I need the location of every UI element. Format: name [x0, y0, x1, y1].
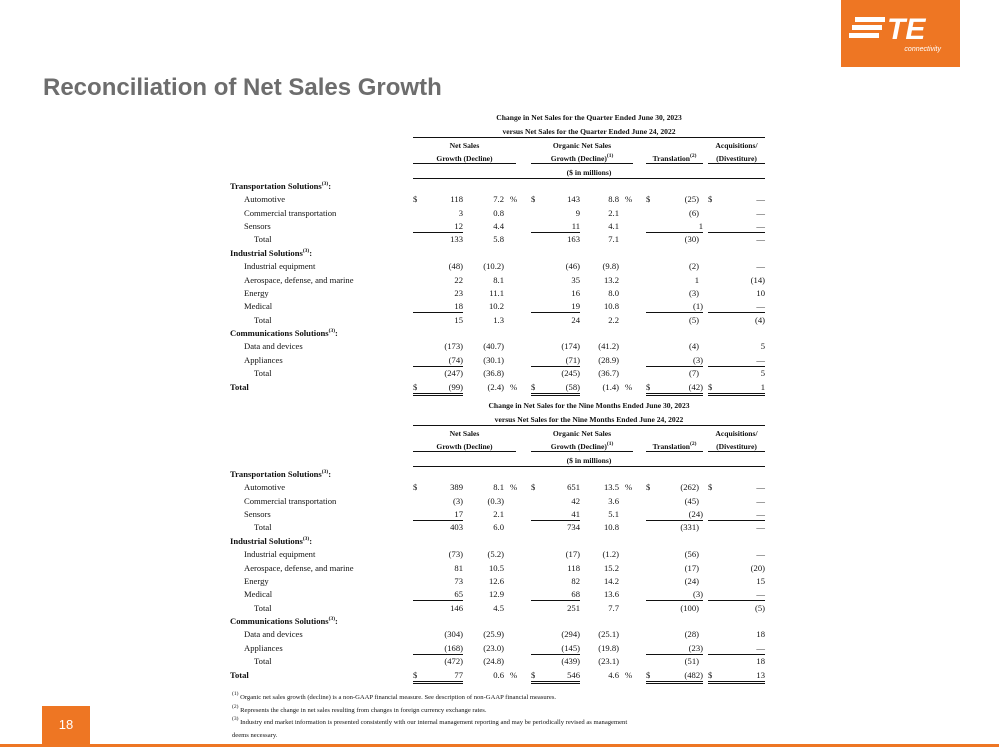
- organic-pct: 13.5: [603, 482, 619, 493]
- translation-value: (24): [684, 575, 699, 586]
- organic-value: (46): [565, 261, 580, 272]
- logo-subtitle: connectivity: [904, 46, 941, 53]
- organic-pct: (41.2): [598, 341, 619, 352]
- acquisition-value: —: [756, 495, 765, 506]
- row-label: Total: [254, 602, 272, 613]
- net-sales-pct: (10.2): [483, 261, 504, 272]
- net-sales-value: 3: [458, 207, 463, 218]
- organic-pct: 7.7: [608, 602, 619, 613]
- table-subheading: versus Net Sales for the Nine Months Ended June 24, 2022: [413, 415, 765, 426]
- th-col-header-acquisitions: Acquisitions/: [715, 141, 758, 150]
- footnote-text: Industry end market information is presented consistently with our internal management reporting and may be periodically revised as management: [240, 719, 628, 726]
- translation-value: (23): [646, 643, 703, 655]
- footnote-marker: (1): [232, 691, 239, 697]
- translation-value: (3): [646, 355, 703, 367]
- table-section-2: [0, 401, 999, 691]
- net-sales-pct: 12.6: [488, 575, 504, 586]
- row-label: Total: [254, 656, 272, 667]
- dollar-sign: $: [413, 194, 418, 205]
- net-sales-pct: (23.0): [483, 642, 504, 653]
- th-organic-growth-label: Growth (Decline): [550, 442, 607, 451]
- th-col-header-organic: Organic Net Sales: [552, 141, 612, 150]
- net-sales-value: 81: [454, 562, 463, 573]
- organic-value: (71): [531, 355, 580, 367]
- organic-pct: 2.1: [608, 207, 619, 218]
- segment-heading: [230, 181, 331, 192]
- organic-value: 9: [575, 207, 580, 218]
- segment-heading: [230, 248, 312, 259]
- organic-pct: 13.2: [603, 274, 619, 285]
- row-label: Medical: [244, 589, 273, 600]
- organic-value: 163: [567, 234, 580, 245]
- organic-value: (174): [561, 341, 580, 352]
- net-sales-pct: 7.2: [493, 194, 504, 205]
- page-title: Reconciliation of Net Sales Growth: [43, 74, 442, 101]
- organic-pct: 5.1: [608, 509, 619, 520]
- colon: :: [328, 181, 332, 191]
- te-logo-icon: [841, 0, 960, 67]
- grand-total-label: Total: [230, 381, 249, 392]
- segment-name: Industrial Solutions: [230, 535, 303, 546]
- acquisition-value: —: [756, 522, 765, 533]
- footnote-3: [232, 718, 627, 727]
- dollar-sign: $: [413, 482, 418, 493]
- acquisition-value: —: [756, 482, 765, 493]
- organic-value: 651: [567, 482, 580, 493]
- colon: :: [335, 616, 338, 627]
- net-sales-value: 403: [450, 522, 463, 533]
- grand-total-organic-pct: 4.6: [608, 669, 619, 680]
- acquisition-value: 18: [756, 656, 765, 667]
- organic-value: (245): [561, 368, 580, 379]
- translation-value: 1: [646, 221, 703, 233]
- organic-value: 734: [567, 522, 580, 533]
- th-organic-growth-label: Growth (Decline): [550, 154, 607, 163]
- net-sales-value: (472): [444, 656, 463, 667]
- row-label: Total: [254, 368, 272, 379]
- row-label: Energy: [244, 575, 269, 586]
- th-net-sales-growth: Growth (Decline): [413, 154, 516, 164]
- grand-total-net-sales-pct: 0.6: [493, 669, 504, 680]
- translation-value: (4): [688, 341, 699, 352]
- acquisition-value: —: [708, 509, 765, 521]
- th-divestiture: (Divestiture): [708, 442, 765, 452]
- table-section-1: [0, 113, 999, 403]
- th-translation-label: Translation: [652, 154, 690, 163]
- net-sales-value: 133: [450, 234, 463, 245]
- organic-value: 16: [571, 287, 580, 298]
- translation-value: (7): [688, 368, 699, 379]
- segment-name: Transportation Solutions: [230, 469, 322, 479]
- dollar-sign: $: [646, 669, 651, 680]
- net-sales-value: 23: [454, 287, 463, 298]
- translation-value: (56): [684, 549, 699, 560]
- acquisition-value: —: [756, 194, 765, 205]
- th-units: ($ in millions): [413, 168, 765, 179]
- net-sales-pct: 8.1: [493, 482, 504, 493]
- translation-value: 1: [694, 274, 699, 285]
- dollar-sign: $: [531, 669, 536, 680]
- translation-value: (100): [680, 602, 699, 613]
- net-sales-pct: 8.1: [493, 274, 504, 285]
- colon: :: [335, 328, 338, 339]
- row-label: Appliances: [244, 642, 283, 653]
- percent-sign: %: [510, 482, 518, 493]
- organic-value: 41: [531, 509, 580, 521]
- translation-value: (51): [684, 656, 699, 667]
- acquisition-value: —: [708, 355, 765, 367]
- acquisition-value: (4): [754, 314, 765, 325]
- dollar-sign: $: [531, 194, 536, 205]
- net-sales-pct: (36.8): [483, 368, 504, 379]
- organic-value: 68: [531, 589, 580, 601]
- net-sales-value: 65: [413, 589, 463, 601]
- dollar-sign: $: [413, 381, 418, 392]
- footnote-marker: (3): [232, 716, 239, 722]
- grand-total-net-sales: (99): [413, 382, 463, 396]
- net-sales-value: (173): [444, 341, 463, 352]
- organic-pct: 8.8: [608, 194, 619, 205]
- organic-pct: 13.6: [603, 589, 619, 600]
- organic-pct: 4.1: [608, 221, 619, 232]
- translation-value: (6): [688, 207, 699, 218]
- th-col-header-organic: Organic Net Sales: [552, 429, 612, 438]
- grand-total-organic: 546: [531, 670, 580, 684]
- dollar-sign: $: [708, 669, 713, 680]
- dollar-sign: $: [531, 482, 536, 493]
- footnote-ref: (1): [606, 441, 614, 447]
- organic-pct: 14.2: [603, 575, 619, 586]
- footnote-marker: (2): [232, 704, 239, 710]
- organic-pct: (1.2): [602, 549, 619, 560]
- row-label: Total: [254, 234, 272, 245]
- translation-value: (2): [688, 261, 699, 272]
- footnote-1: [232, 693, 556, 702]
- dollar-sign: $: [646, 194, 651, 205]
- row-label: Medical: [244, 301, 273, 312]
- grand-total-acquisitions: 13: [708, 670, 765, 684]
- net-sales-pct: (5.2): [487, 549, 504, 560]
- row-label: Data and devices: [244, 629, 303, 640]
- net-sales-pct: 6.0: [493, 522, 504, 533]
- row-label: Commercial transportation: [244, 495, 337, 506]
- grand-total-translation: (42): [646, 382, 703, 396]
- footnote-ref: (3): [302, 247, 310, 254]
- grand-total-net-sales: 77: [413, 670, 463, 684]
- net-sales-value: 15: [454, 314, 463, 325]
- percent-sign: %: [625, 669, 633, 680]
- th-col-header-net-sales: Net Sales: [449, 429, 480, 438]
- organic-pct: (36.7): [598, 368, 619, 379]
- translation-value: (24): [646, 509, 703, 521]
- grand-total-organic: (58): [531, 382, 580, 396]
- organic-pct: 7.1: [608, 234, 619, 245]
- net-sales-value: (3): [452, 495, 463, 506]
- translation-value: (25): [684, 194, 699, 205]
- percent-sign: %: [510, 381, 518, 392]
- organic-value: 24: [571, 314, 580, 325]
- percent-sign: %: [625, 194, 633, 205]
- grand-total-organic-pct: (1.4): [602, 381, 619, 392]
- row-label: Energy: [244, 287, 269, 298]
- acquisition-value: 10: [756, 287, 765, 298]
- footnote-ref: (3): [328, 328, 336, 335]
- row-label: Industrial equipment: [244, 261, 316, 272]
- row-label: Appliances: [244, 354, 283, 365]
- acquisition-value: 18: [756, 629, 765, 640]
- row-label: Aerospace, defense, and marine: [244, 562, 354, 573]
- acquisition-value: —: [708, 221, 765, 233]
- dollar-sign: $: [708, 482, 713, 493]
- dollar-sign: $: [708, 381, 713, 392]
- organic-pct: (25.1): [598, 629, 619, 640]
- dollar-sign: $: [708, 194, 713, 205]
- acquisition-value: —: [708, 301, 765, 313]
- segment-name: Communications Solutions: [230, 616, 329, 627]
- organic-value: 35: [571, 274, 580, 285]
- organic-pct: 10.8: [603, 522, 619, 533]
- net-sales-value: (304): [444, 629, 463, 640]
- grand-total-acquisitions: 1: [708, 382, 765, 396]
- segment-name: Communications Solutions: [230, 328, 329, 339]
- row-label: Automotive: [244, 482, 286, 493]
- acquisition-value: —: [756, 234, 765, 245]
- net-sales-value: 22: [454, 274, 463, 285]
- net-sales-pct: 10.5: [488, 562, 504, 573]
- row-label: Commercial transportation: [244, 207, 337, 218]
- translation-value: (3): [688, 287, 699, 298]
- acquisition-value: —: [708, 589, 765, 601]
- organic-pct: 15.2: [603, 562, 619, 573]
- net-sales-pct: 11.1: [489, 287, 504, 298]
- grand-total-label: Total: [230, 669, 249, 680]
- net-sales-pct: (0.3): [487, 495, 504, 506]
- table-heading: Change in Net Sales for the Nine Months Ended June 30, 2023: [488, 401, 690, 410]
- segment-heading: [230, 616, 338, 627]
- net-sales-value: 118: [450, 194, 463, 205]
- percent-sign: %: [625, 381, 633, 392]
- net-sales-value: 18: [413, 301, 463, 313]
- table-heading: Change in Net Sales for the Quarter Ended June 30, 2023: [496, 113, 682, 122]
- th-translation: [646, 442, 703, 452]
- acquisition-value: 5: [760, 368, 765, 379]
- th-divestiture: (Divestiture): [708, 154, 765, 164]
- footnote-ref: (3): [321, 469, 329, 475]
- organic-value: 11: [531, 221, 580, 233]
- acquisition-value: 15: [756, 575, 765, 586]
- footnote-ref: (2): [690, 153, 697, 159]
- row-label: Total: [254, 314, 272, 325]
- organic-pct: (23.1): [598, 656, 619, 667]
- net-sales-value: (168): [413, 643, 463, 655]
- organic-value: (439): [561, 656, 580, 667]
- page-number: 18: [58, 717, 74, 732]
- organic-pct: 10.8: [603, 301, 619, 312]
- net-sales-pct: (30.1): [483, 354, 504, 365]
- net-sales-pct: 2.1: [493, 509, 504, 520]
- row-label: Total: [254, 522, 272, 533]
- net-sales-pct: (40.7): [483, 341, 504, 352]
- net-sales-value: 146: [450, 602, 463, 613]
- footnote-ref: (1): [606, 153, 614, 159]
- organic-value: (294): [561, 629, 580, 640]
- net-sales-pct: (24.8): [483, 656, 504, 667]
- organic-pct: 3.6: [608, 495, 619, 506]
- row-label: Automotive: [244, 194, 286, 205]
- footnote-text: Represents the change in net sales resulting from changes in foreign currency exchange rates.: [240, 707, 487, 714]
- net-sales-value: (74): [413, 355, 463, 367]
- row-label: Industrial equipment: [244, 549, 316, 560]
- th-translation: [646, 154, 703, 164]
- acquisition-value: (20): [750, 562, 765, 573]
- grand-total-translation: (482): [646, 670, 703, 684]
- translation-value: (5): [688, 314, 699, 325]
- grand-total-net-sales-pct: (2.4): [487, 381, 504, 392]
- acquisition-value: (5): [754, 602, 765, 613]
- th-translation-label: Translation: [652, 442, 690, 451]
- row-label: Sensors: [244, 509, 271, 520]
- organic-value: (145): [531, 643, 580, 655]
- row-label: Data and devices: [244, 341, 303, 352]
- net-sales-value: 12: [413, 221, 463, 233]
- translation-value: (262): [680, 482, 699, 493]
- row-label: Aerospace, defense, and marine: [244, 274, 354, 285]
- acquisition-value: —: [708, 643, 765, 655]
- table-subheading: versus Net Sales for the Quarter Ended June 24, 2022: [413, 127, 765, 138]
- net-sales-value: (247): [444, 368, 463, 379]
- net-sales-pct: 5.8: [493, 234, 504, 245]
- net-sales-pct: 4.5: [493, 602, 504, 613]
- organic-value: 118: [567, 562, 580, 573]
- footnote-text: Organic net sales growth (decline) is a non-GAAP financial measure. See description of non-GAAP financial measures.: [240, 694, 557, 701]
- net-sales-pct: 4.4: [493, 221, 504, 232]
- organic-value: 143: [567, 194, 580, 205]
- organic-value: (17): [565, 549, 580, 560]
- dollar-sign: $: [646, 482, 651, 493]
- dollar-sign: $: [413, 669, 418, 680]
- net-sales-value: (73): [448, 549, 463, 560]
- footnote-ref: (2): [690, 441, 697, 447]
- organic-pct: (28.9): [598, 354, 619, 365]
- th-units: ($ in millions): [413, 456, 765, 467]
- organic-value: 82: [571, 575, 580, 586]
- dollar-sign: $: [646, 381, 651, 392]
- colon: :: [328, 469, 332, 479]
- row-label: Sensors: [244, 221, 271, 232]
- th-organic-growth: [531, 442, 633, 452]
- th-net-sales-growth: Growth (Decline): [413, 442, 516, 452]
- net-sales-pct: 10.2: [488, 301, 504, 312]
- translation-value: (331): [680, 522, 699, 533]
- organic-pct: 2.2: [608, 314, 619, 325]
- translation-value: (1): [646, 301, 703, 313]
- footnote-4: [232, 731, 277, 740]
- segment-heading: [230, 536, 312, 547]
- footnote-2: [232, 706, 487, 715]
- net-sales-value: 73: [454, 575, 463, 586]
- percent-sign: %: [625, 482, 633, 493]
- th-col-header-net-sales: Net Sales: [449, 141, 480, 150]
- net-sales-value: 17: [413, 509, 463, 521]
- segment-heading: [230, 469, 331, 480]
- organic-pct: 8.0: [608, 287, 619, 298]
- translation-value: (28): [684, 629, 699, 640]
- organic-pct: (19.8): [598, 642, 619, 653]
- acquisition-value: —: [756, 207, 765, 218]
- organic-value: 19: [531, 301, 580, 313]
- colon: :: [309, 247, 313, 258]
- acquisition-value: —: [756, 549, 765, 560]
- logo-mark: TE: [887, 13, 926, 46]
- net-sales-pct: 0.8: [493, 207, 504, 218]
- net-sales-pct: 12.9: [488, 589, 504, 600]
- translation-value: (45): [684, 495, 699, 506]
- translation-value: (3): [646, 589, 703, 601]
- acquisition-value: 5: [760, 341, 765, 352]
- net-sales-value: (48): [448, 261, 463, 272]
- organic-value: 251: [567, 602, 580, 613]
- net-sales-value: 389: [450, 482, 463, 493]
- net-sales-pct: (25.9): [483, 629, 504, 640]
- segment-heading: [230, 328, 338, 339]
- th-col-header-acquisitions: Acquisitions/: [715, 429, 758, 438]
- segment-name: Transportation Solutions: [230, 181, 322, 191]
- net-sales-pct: 1.3: [493, 314, 504, 325]
- te-connectivity-logo: [841, 0, 960, 67]
- translation-value: (30): [684, 234, 699, 245]
- colon: :: [309, 535, 313, 546]
- percent-sign: %: [510, 194, 518, 205]
- page-number-badge: [42, 706, 90, 746]
- th-organic-growth: [531, 154, 633, 164]
- dollar-sign: $: [531, 381, 536, 392]
- bottom-accent-line: [0, 744, 999, 747]
- organic-pct: (9.8): [602, 261, 619, 272]
- translation-value: (17): [684, 562, 699, 573]
- acquisition-value: (14): [750, 274, 765, 285]
- footnote-text: deems necessary.: [232, 732, 278, 739]
- organic-value: 42: [571, 495, 580, 506]
- acquisition-value: —: [756, 261, 765, 272]
- segment-name: Industrial Solutions: [230, 247, 303, 258]
- footnote-ref: (3): [328, 616, 336, 623]
- footnote-ref: (3): [302, 535, 310, 542]
- footnote-ref: (3): [321, 181, 329, 187]
- percent-sign: %: [510, 669, 518, 680]
